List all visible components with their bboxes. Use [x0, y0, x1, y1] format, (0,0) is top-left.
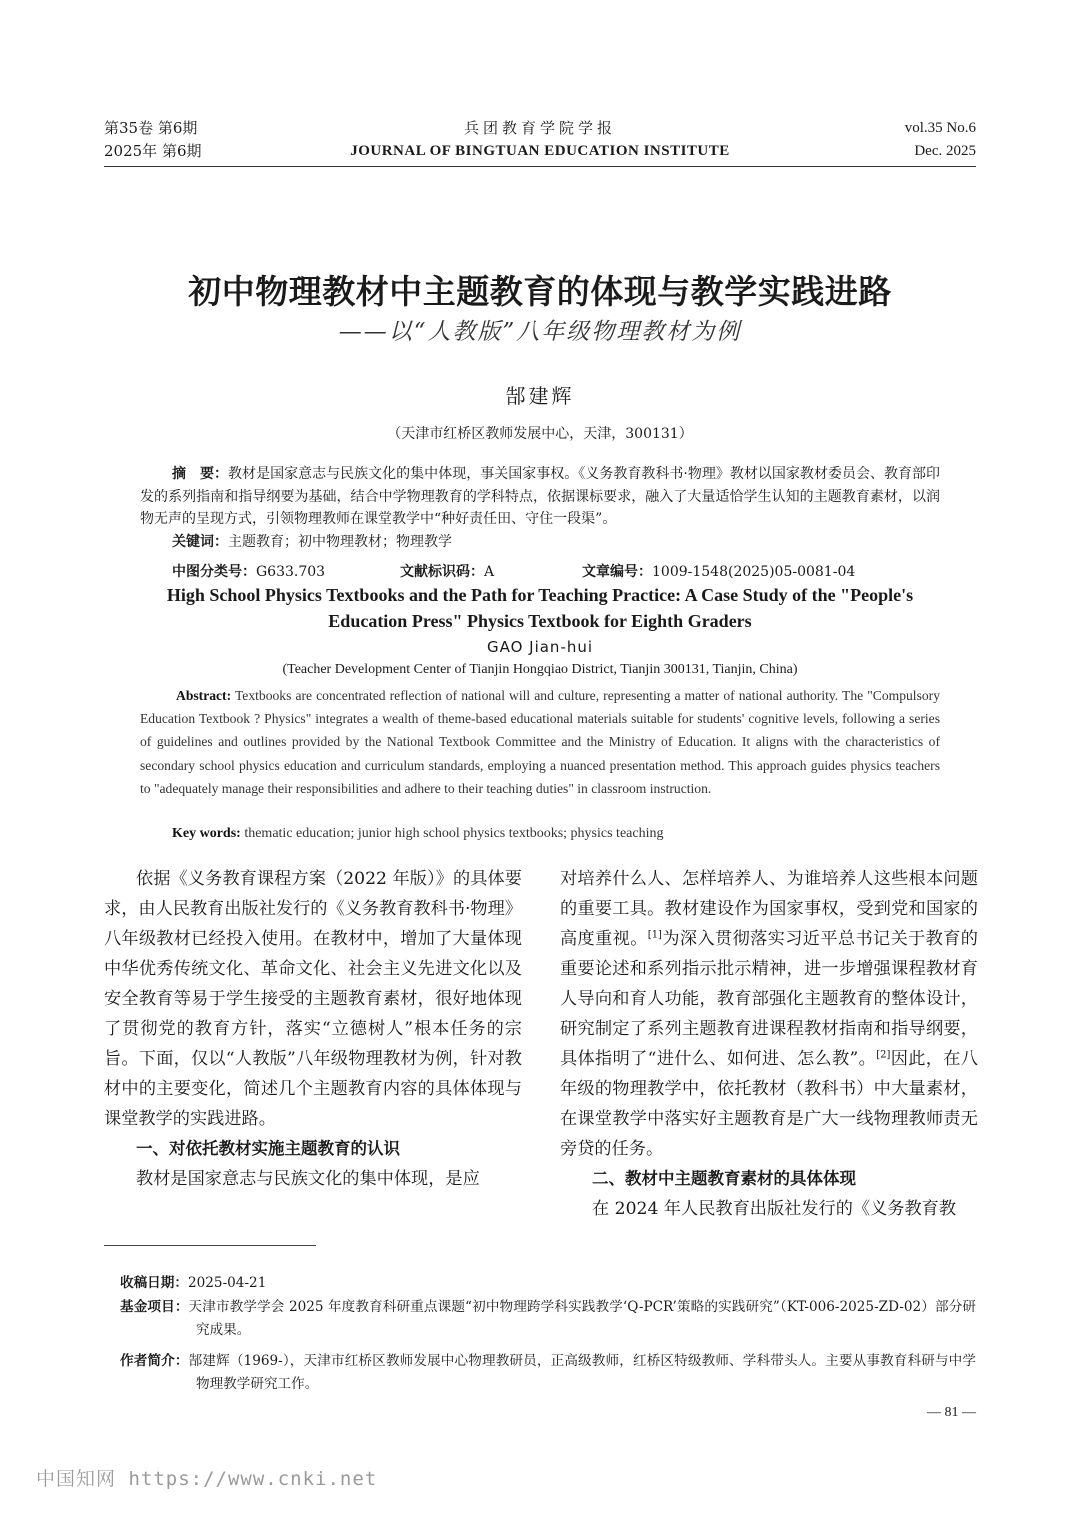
- header-rule: [104, 166, 976, 167]
- body-text-segment: 为深入贯彻落实习近平总书记关于教育的重要论述和系列指示批示精神，进一步增强课程教材育人导向和育人功能，教育部强化主题教育的整体设计，研究制定了系列主题教育进课程教材指南和指导纲要，具体指明了“进什么、如何进、怎么教”。: [560, 929, 978, 1069]
- keywords-cn: 主题教育；初中物理教材；物理教学: [228, 533, 452, 550]
- page-number: — 81 —: [927, 1405, 976, 1420]
- author-info-text: 郜建辉（1969-），天津市红桥区教师发展中心物理教研员，正高级教师，红桥区特级教师、学科带头人。主要从事教育科研与中学物理教学研究工作。: [188, 1353, 976, 1392]
- citation-ref-1[interactable]: [1]: [647, 929, 662, 941]
- english-abstract: [140, 684, 940, 800]
- volume-line-2: 2025年 第6期: [104, 142, 202, 160]
- body-column-left: [104, 864, 522, 1194]
- section-heading-2: 二、教材中主题教育素材的具体体现: [592, 1169, 856, 1188]
- abstract-cn-label: 摘 要：: [172, 466, 229, 482]
- english-title: High School Physics Textbooks and the Path for Teaching Practice: A Case Study of the "People's Education Press" Physics Textbook for Eighth Graders: [166, 585, 914, 631]
- journal-issue-en: [905, 117, 976, 163]
- doc-code: A: [484, 564, 495, 580]
- english-keywords: [172, 826, 942, 842]
- body-text-segment: 因此，在八年级的物理教学中，依托教材（教科书）中大量素材，在课堂教学中落实好主题教育是广大一线物理教师责无旁贷的任务。: [560, 1049, 978, 1159]
- footnote-rule: [104, 1245, 316, 1246]
- fund-text: 天津市教学学会 2025 年度教育科研重点课题“初中物理跨学科实践教学‘Q-PCR’策略的实践研究”（KT-006-2025-ZD-02）部分研究成果。: [188, 1299, 976, 1338]
- author-info-label: 作者简介：: [120, 1353, 189, 1369]
- english-abstract-label: Abstract:: [176, 688, 232, 703]
- body-paragraph: 教材是国家意志与民族文化的集中体现，是应: [136, 1169, 480, 1189]
- clc-label: 中图分类号：: [172, 564, 256, 580]
- english-author: GAO Jian-hui: [486, 638, 594, 656]
- section-heading-1: 一、对依托教材实施主题教育的认识: [136, 1139, 400, 1158]
- body-paragraph: 依据《义务教育课程方案（2022 年版）》的具体要求，由人民教育出版社发行的《义务教育教科书·物理》八年级教材已经投入使用。在教材中，增加了大量体现中华优秀传统文化、革命文化、社会主义先进文化以及安全教育等易于学生接受的主题教育素材，很好地体现了贯彻党的教育方针，落实“立德树人”根本任务的宗旨。下面，仅以“人教版”八年级物理教材为例，针对教材中的主要变化，简述几个主题教育内容的具体体现与课堂教学的实践进路。: [104, 869, 522, 1129]
- issue-line-2: Dec. 2025: [914, 143, 976, 159]
- english-keywords-text: thematic education; junior high school physics textbooks; physics teaching: [244, 826, 664, 841]
- doc-code-label: 文献标识码：: [400, 564, 484, 580]
- footnote-author: [120, 1350, 976, 1396]
- article-title: 初中物理教材中主题教育的体现与教学实践进路: [188, 272, 892, 311]
- article-no-label: 文章编号：: [582, 564, 652, 580]
- cnki-watermark: 中国知网 https://www.cnki.net: [36, 1468, 378, 1490]
- issue-line-1: vol.35 No.6: [904, 120, 976, 136]
- body-text-segment: 对培养什么人、怎样培养人、为谁培养人这些根本问题的重要工具。教材建设作为国家事权，受到党和国家的高度重视。: [560, 869, 978, 949]
- footnote-fund: [120, 1296, 976, 1342]
- keywords-cn-label: 关键词：: [172, 533, 228, 550]
- received-label: 收稿日期：: [120, 1275, 188, 1291]
- citation-ref-2[interactable]: [2]: [876, 1049, 891, 1061]
- article-subtitle: ——以“人教版”八年级物理教材为例: [338, 319, 742, 345]
- received-date: 2025-04-21: [187, 1275, 267, 1291]
- article-author: 郜建辉: [505, 384, 575, 408]
- english-affiliation: (Teacher Development Center of Tianjin Hongqiao District, Tianjin 300131, Tianjin, China): [282, 662, 798, 677]
- body-paragraph: [560, 864, 978, 1164]
- article-no: 1009-1548(2025)05-0081-04: [652, 564, 856, 580]
- footnote-received: [120, 1272, 976, 1295]
- body-column-right: [560, 864, 978, 1224]
- abstract-cn-text: 教材是国家意志与民族文化的集中体现，事关国家事权。《义务教育教科书·物理》教材以国家教材委员会、教育部印发的系列指南和指导纲要为基础，结合中学物理教育的学科特点，依据课标要求，融入了大量适恰学生认知的主题教育素材，以润物无声的呈现方式，引领物理教师在课堂教学中“种好责任田、守住一段渠”。: [140, 466, 941, 527]
- english-abstract-text: Textbooks are concentrated reflection of national will and culture, representing a matter of national authority. The "Compulsory Education Textbook ? Physics" integrates a wealth of theme-based educational materials suitable for students' cognitive levels, following a series of guidelines and outlines provided by the National Textbook Committee and the Ministry of Education. It aligns with the characteristics of secondary school physics education and curriculum standards, employing a nuanced presentation method. This approach guides physics teachers to "adequately manage their responsibilities and adhere to their teaching duties" in classroom instruction.: [140, 688, 940, 796]
- author-affiliation: （天津市红桥区教师发展中心，天津，300131）: [387, 426, 693, 442]
- journal-name-en: JOURNAL OF BINGTUAN EDUCATION INSTITUTE: [350, 143, 730, 159]
- journal-name-cn: 兵团教育学院学报: [463, 119, 616, 137]
- english-keywords-label: Key words:: [172, 826, 241, 841]
- clc-number: G633.703: [256, 564, 326, 580]
- fund-label: 基金项目：: [120, 1299, 189, 1315]
- volume-line-1: 第35卷 第6期: [104, 119, 198, 137]
- body-paragraph: 在 2024 年人民教育出版社发行的《义务教育教: [592, 1199, 957, 1219]
- abstract-cn: [140, 463, 940, 553]
